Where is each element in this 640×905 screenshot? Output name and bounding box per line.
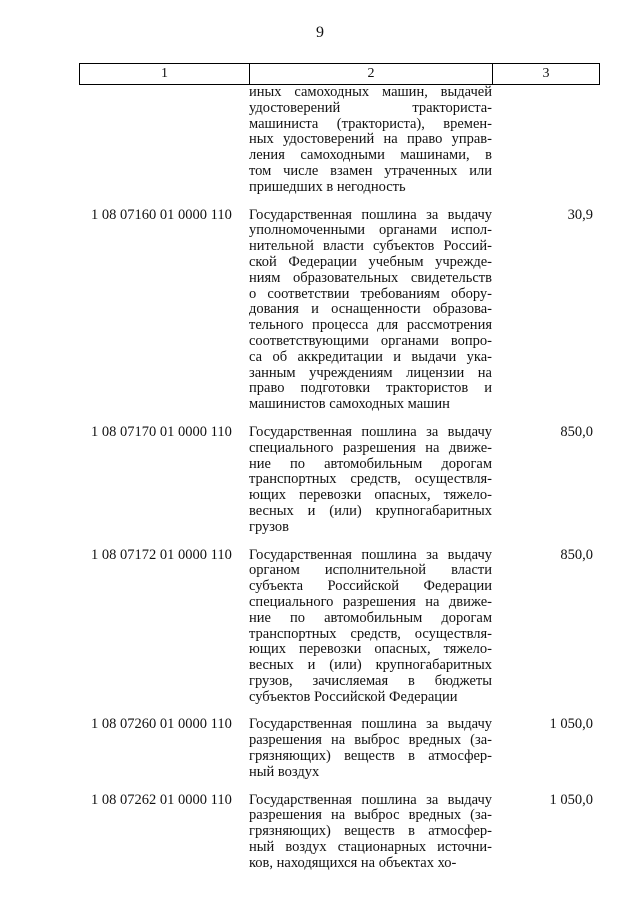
fee-description: [249, 208, 492, 413]
description-line: том числе взамен утраченных или: [249, 162, 492, 179]
amount-value: 1 050,0: [549, 716, 593, 733]
fee-description: [249, 548, 492, 706]
description-line: Государственная пошлина за выдачу: [249, 791, 492, 808]
description-line: дования и оснащенности образова-: [249, 301, 492, 318]
description-line: транспортных средств, осуществля-: [249, 625, 492, 642]
description-line: право подготовки трактористов и: [249, 380, 492, 397]
description-line: са об аккредитации и выдачи ука-: [249, 348, 492, 365]
description-line: о соответствии требованиям обору-: [249, 285, 492, 302]
table-row: [79, 425, 599, 536]
description-line: грузов, зачисляемая в бюджеты: [249, 672, 492, 689]
description-line: нительной власти субъектов Россий-: [249, 238, 492, 255]
description-line: разрешения на выброс вредных (за-: [249, 807, 492, 824]
table-row: [79, 208, 599, 413]
description-line: ской Федерации учебным учрежде-: [249, 253, 492, 270]
description-line: грузов: [249, 518, 289, 535]
description-line: удостоверений тракториста-: [249, 99, 492, 116]
description-line: ных удостоверений на право управ-: [249, 131, 492, 148]
budget-code: 1 08 07172 01 0000 110: [91, 546, 232, 563]
description-line: Государственная пошлина за выдачу: [249, 546, 492, 563]
description-line: ние по автомобильным дорогам: [249, 609, 492, 626]
fee-description: [249, 425, 492, 536]
budget-code: [79, 85, 249, 196]
description-line: весных и (или) крупногабаритных: [249, 502, 492, 519]
description-line: Государственная пошлина за выдачу: [249, 716, 492, 733]
budget-code: 1 08 07170 01 0000 110: [91, 423, 232, 440]
fee-description: [249, 717, 492, 780]
description-line: весных и (или) крупногабаритных: [249, 657, 492, 674]
column-header-3: 3: [493, 64, 600, 85]
description-line: разрешения на выброс вредных (за-: [249, 732, 492, 749]
budget-code: 1 08 07262 01 0000 110: [91, 791, 232, 808]
description-line: машинистов самоходных машин: [249, 396, 450, 413]
description-line: ный воздух: [249, 763, 320, 780]
description-line: пришедших в негодность: [249, 178, 406, 195]
table-row: [79, 793, 599, 872]
amount-value: [492, 85, 599, 196]
fee-description: [249, 85, 492, 196]
description-line: занным учреждениям лицензии на: [249, 364, 492, 381]
description-line: субъектов Российской Федерации: [249, 688, 458, 705]
description-line: субъекта Российской Федерации: [249, 578, 492, 595]
description-line: Государственная пошлина за выдачу: [249, 206, 492, 223]
description-line: транспортных средств, осуществля-: [249, 471, 492, 488]
description-line: соответствующими органами вопро-: [249, 332, 492, 349]
budget-code: 1 08 07160 01 0000 110: [91, 206, 232, 223]
budget-code: 1 08 07260 01 0000 110: [91, 716, 232, 733]
fee-description: [249, 793, 492, 872]
description-line: грязняющих) веществ в атмосфер-: [249, 823, 492, 840]
description-line: грязняющих) веществ в атмосфер-: [249, 748, 492, 765]
description-line: уполномоченными органами испол-: [249, 222, 492, 239]
page-number: 9: [316, 24, 324, 41]
description-line: иных самоходных машин, выдачей: [249, 84, 492, 100]
description-line: ющих перевозки опасных, тяжело-: [249, 487, 492, 504]
description-line: ющих перевозки опасных, тяжело-: [249, 641, 492, 658]
description-line: органом исполнительной власти: [249, 562, 492, 579]
table-row: [79, 85, 599, 196]
table-body: [79, 85, 599, 872]
description-line: ние по автомобильным дорогам: [249, 455, 492, 472]
amount-value: 1 050,0: [549, 791, 593, 808]
column-header-1: 1: [80, 64, 250, 85]
description-line: ный воздух стационарных источни-: [249, 839, 492, 856]
table-row: [79, 717, 599, 780]
column-header-2: 2: [250, 64, 493, 85]
description-line: ления самоходными машинами, в: [249, 147, 492, 164]
table-row: [79, 548, 599, 706]
description-line: Государственная пошлина за выдачу: [249, 423, 492, 440]
amount-value: 850,0: [560, 546, 593, 563]
description-line: ков, находящихся на объектах хо-: [249, 854, 457, 871]
amount-value: 850,0: [560, 423, 593, 440]
amount-value: 30,9: [567, 206, 593, 223]
description-line: специального разрешения на движе-: [249, 593, 492, 610]
description-line: тельного процесса для рассмотрения: [249, 317, 492, 334]
description-line: ниям образовательных свидетельств: [249, 269, 492, 286]
table-header: [79, 63, 600, 85]
description-line: машиниста (тракториста), времен-: [249, 115, 492, 132]
description-line: специального разрешения на движе-: [249, 439, 492, 456]
